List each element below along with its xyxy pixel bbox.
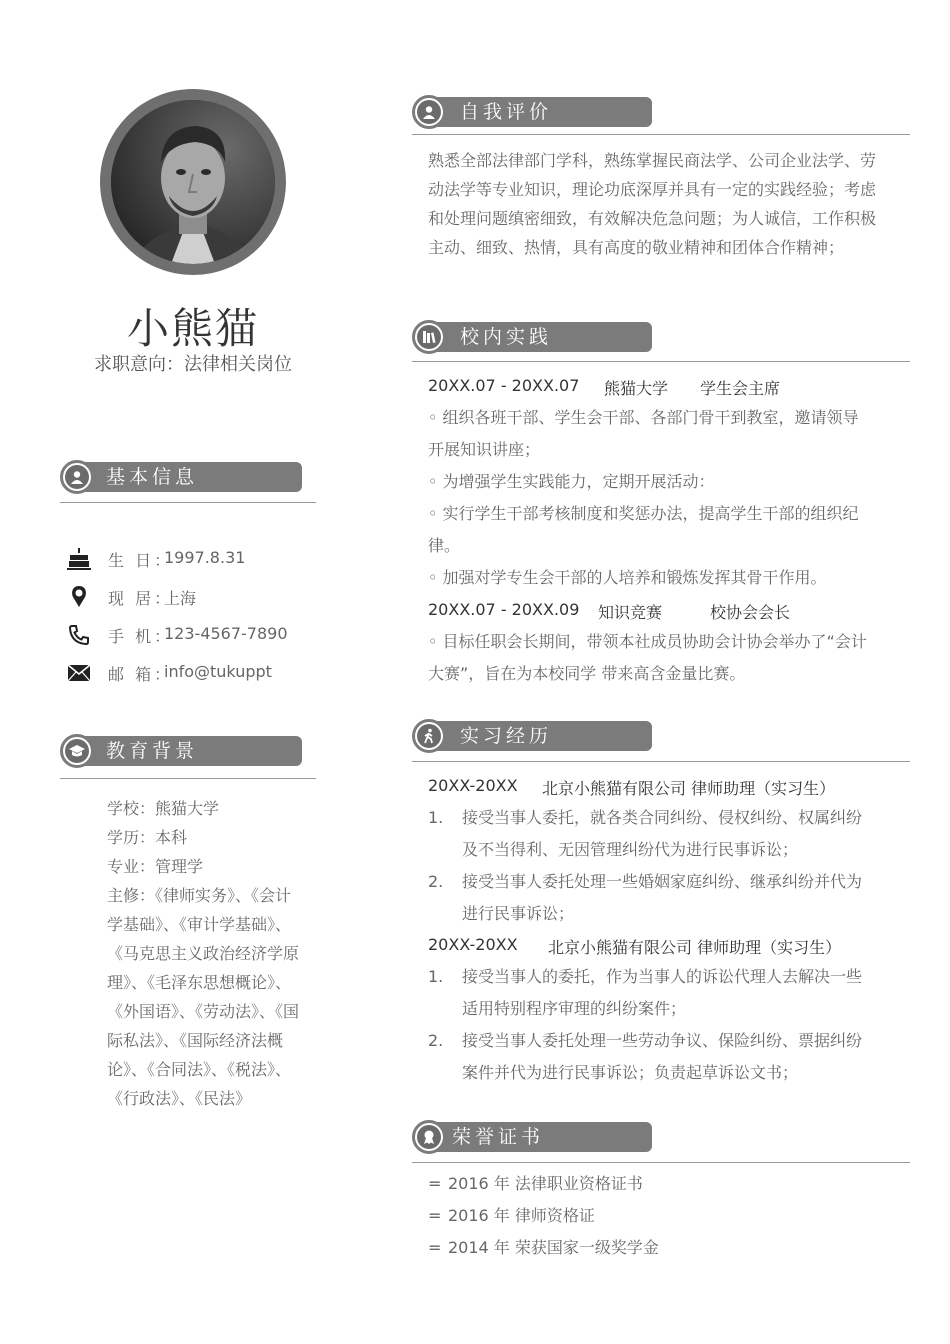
job-intent-value: 法律相关岗位: [184, 354, 292, 375]
honors-title: 荣誉证书: [452, 1126, 545, 1148]
user-icon: [65, 465, 89, 489]
honors-list: [428, 1168, 874, 1264]
list-text: 2014 年 荣获国家一级奖学金: [448, 1238, 659, 1257]
birthday-label: 生 日：: [108, 551, 174, 570]
list-item: [428, 1200, 874, 1232]
campus-entry-1-bullets: [428, 402, 874, 594]
internship-entry-1-company: 北京小熊猫有限公司 律师助理（实习生）: [542, 779, 836, 798]
education-details: [107, 794, 299, 1112]
list-item: [428, 866, 874, 930]
info-row-phone: [64, 622, 324, 652]
location-value: 上海: [164, 589, 197, 608]
campus-entry-2-head: [428, 600, 898, 622]
list-text: 接受当事人委托处理一些婚姻家庭纠纷、继承纠纷并代为进行民事诉讼；: [462, 872, 863, 923]
list-item: ◦ 为增强学生实践能力，定期开展活动：: [428, 472, 715, 491]
list-text: 接受当事人委托，就各类合同纠纷、侵权纠纷、权属纠纷及不当得利、无因管理纠纷代为进行民事诉讼；: [462, 808, 863, 859]
education-divider: [60, 778, 316, 779]
self-eval-title: 自我评价: [460, 101, 553, 123]
location-pin-icon: [64, 584, 94, 610]
campus-entry-2-org: 知识竞赛: [598, 603, 663, 622]
internship-entry-1-head: [428, 776, 898, 798]
list-item: ◦ 组织各班干部、学生会干部、各部门骨干到教室，邀请领导开展知识讲座；: [428, 408, 859, 459]
campus-entry-1-date: 20XX.07 - 20XX.07: [428, 376, 580, 395]
list-number: 2.: [428, 1031, 444, 1050]
education-title: 教育背景: [106, 740, 199, 762]
internship-entry-1-date: 20XX-20XX: [428, 776, 518, 795]
graduation-cap-icon: [65, 739, 89, 763]
phone-label: 手 机：: [108, 627, 174, 646]
internship-entry-2-company: 北京小熊猫有限公司 律师助理（实习生）: [548, 938, 842, 957]
list-marker: =: [428, 1206, 442, 1225]
internship-divider: [412, 761, 910, 762]
user-icon: [417, 100, 441, 124]
list-text: 2016 年 律师资格证: [448, 1206, 595, 1225]
education-major: 专业：管理学: [107, 857, 204, 876]
job-intent-label: 求职意向：: [94, 354, 184, 375]
award-medal-icon: [417, 1125, 441, 1149]
cake-icon: [64, 546, 94, 572]
avatar: [111, 100, 275, 264]
campus-entry-2-bullets: [428, 626, 874, 690]
campus-entry-2-date: 20XX.07 - 20XX.09: [428, 600, 580, 619]
campus-entry-1-head: [428, 376, 898, 398]
campus-divider: [412, 361, 910, 362]
list-number: 2.: [428, 872, 444, 891]
list-item: [428, 802, 874, 866]
phone-value: 123-4567-7890: [164, 624, 288, 643]
list-item: [428, 961, 874, 1025]
internship-title: 实习经历: [460, 725, 553, 747]
self-eval-divider: [412, 134, 910, 135]
campus-entry-2-role: 校协会会长: [710, 603, 791, 622]
list-marker: =: [428, 1238, 442, 1257]
internship-entry-2-date: 20XX-20XX: [428, 935, 518, 954]
email-label: 邮 箱：: [108, 665, 174, 684]
list-marker: =: [428, 1174, 442, 1193]
internship-entry-2-items: [428, 961, 874, 1089]
self-eval-text: 熟悉全部法律部门学科，熟练掌握民商法学、公司企业法学、劳动法学等专业知识，理论功底深厚并具有一定的实践经验；考虑和处理问题缜密细致，有效解决危急问题；为人诚信，工作积极主动、细致、热情，具有高度的敬业精神和团体合作精神；: [428, 151, 877, 257]
honors-divider: [412, 1162, 910, 1163]
info-row-birthday: [64, 546, 324, 576]
internship-entry-2-head: [428, 935, 898, 957]
candidate-name: 小熊猫: [126, 304, 259, 353]
internship-entry-1-items: [428, 802, 874, 930]
basic-info-title: 基本信息: [106, 466, 199, 488]
info-row-email: [64, 660, 324, 690]
info-row-location: [64, 584, 324, 614]
walking-person-icon: [417, 724, 441, 748]
books-icon: [417, 325, 441, 349]
email-value: info@tukuppt: [164, 662, 272, 681]
location-label: 现 居：: [108, 589, 174, 608]
campus-title: 校内实践: [460, 326, 553, 348]
list-item: [428, 1168, 874, 1200]
list-item: [428, 1232, 874, 1264]
list-number: 1.: [428, 967, 444, 986]
basic-info-badge: [60, 460, 94, 494]
campus-entry-1-org: 熊猫大学: [604, 379, 669, 398]
education-badge: [60, 734, 94, 768]
list-item: ◦ 加强对学专生会干部的人培养和锻炼发挥其骨干作用。: [428, 568, 827, 587]
self-eval-badge: [412, 95, 446, 129]
list-number: 1.: [428, 808, 444, 827]
job-intent: [60, 350, 326, 376]
campus-badge: [412, 320, 446, 354]
education-courses: 主修：《律师实务》、《会计学基础》、《审计学基础》、《马克思主义政治经济学原理》、《毛泽东思想概论》、《外国语》、《劳动法》、《国际私法》、《国际经济法概论》、《合同法》、《税法》、《行政法》、《民法》: [107, 886, 299, 1108]
honors-badge: [412, 1120, 446, 1154]
list-text: 接受当事人的委托，作为当事人的诉讼代理人去解决一些适用特别程序审理的纠纷案件；: [462, 967, 863, 1018]
mail-icon: [64, 660, 94, 686]
education-school: 学校：熊猫大学: [107, 799, 220, 818]
education-degree: 学历：本科: [107, 828, 188, 847]
list-item: ◦ 目标任职会长期间，带领本社成员协助会计协会举办了“会计大赛”，旨在为本校同学 带来高含金量比赛。: [428, 632, 867, 683]
basic-info-divider: [60, 502, 316, 503]
phone-icon: [64, 622, 94, 648]
list-item: ◦ 实行学生干部考核制度和奖惩办法，提高学生干部的组织纪律。: [428, 504, 859, 555]
list-item: [428, 1025, 874, 1089]
birthday-value: 1997.8.31: [164, 548, 246, 567]
campus-entry-1-role: 学生会主席: [700, 379, 781, 398]
list-text: 2016 年 法律职业资格证书: [448, 1174, 643, 1193]
internship-badge: [412, 719, 446, 753]
list-text: 接受当事人委托处理一些劳动争议、保险纠纷、票据纠纷案件并代为进行民事诉讼；负责起草诉讼文书；: [462, 1031, 863, 1082]
